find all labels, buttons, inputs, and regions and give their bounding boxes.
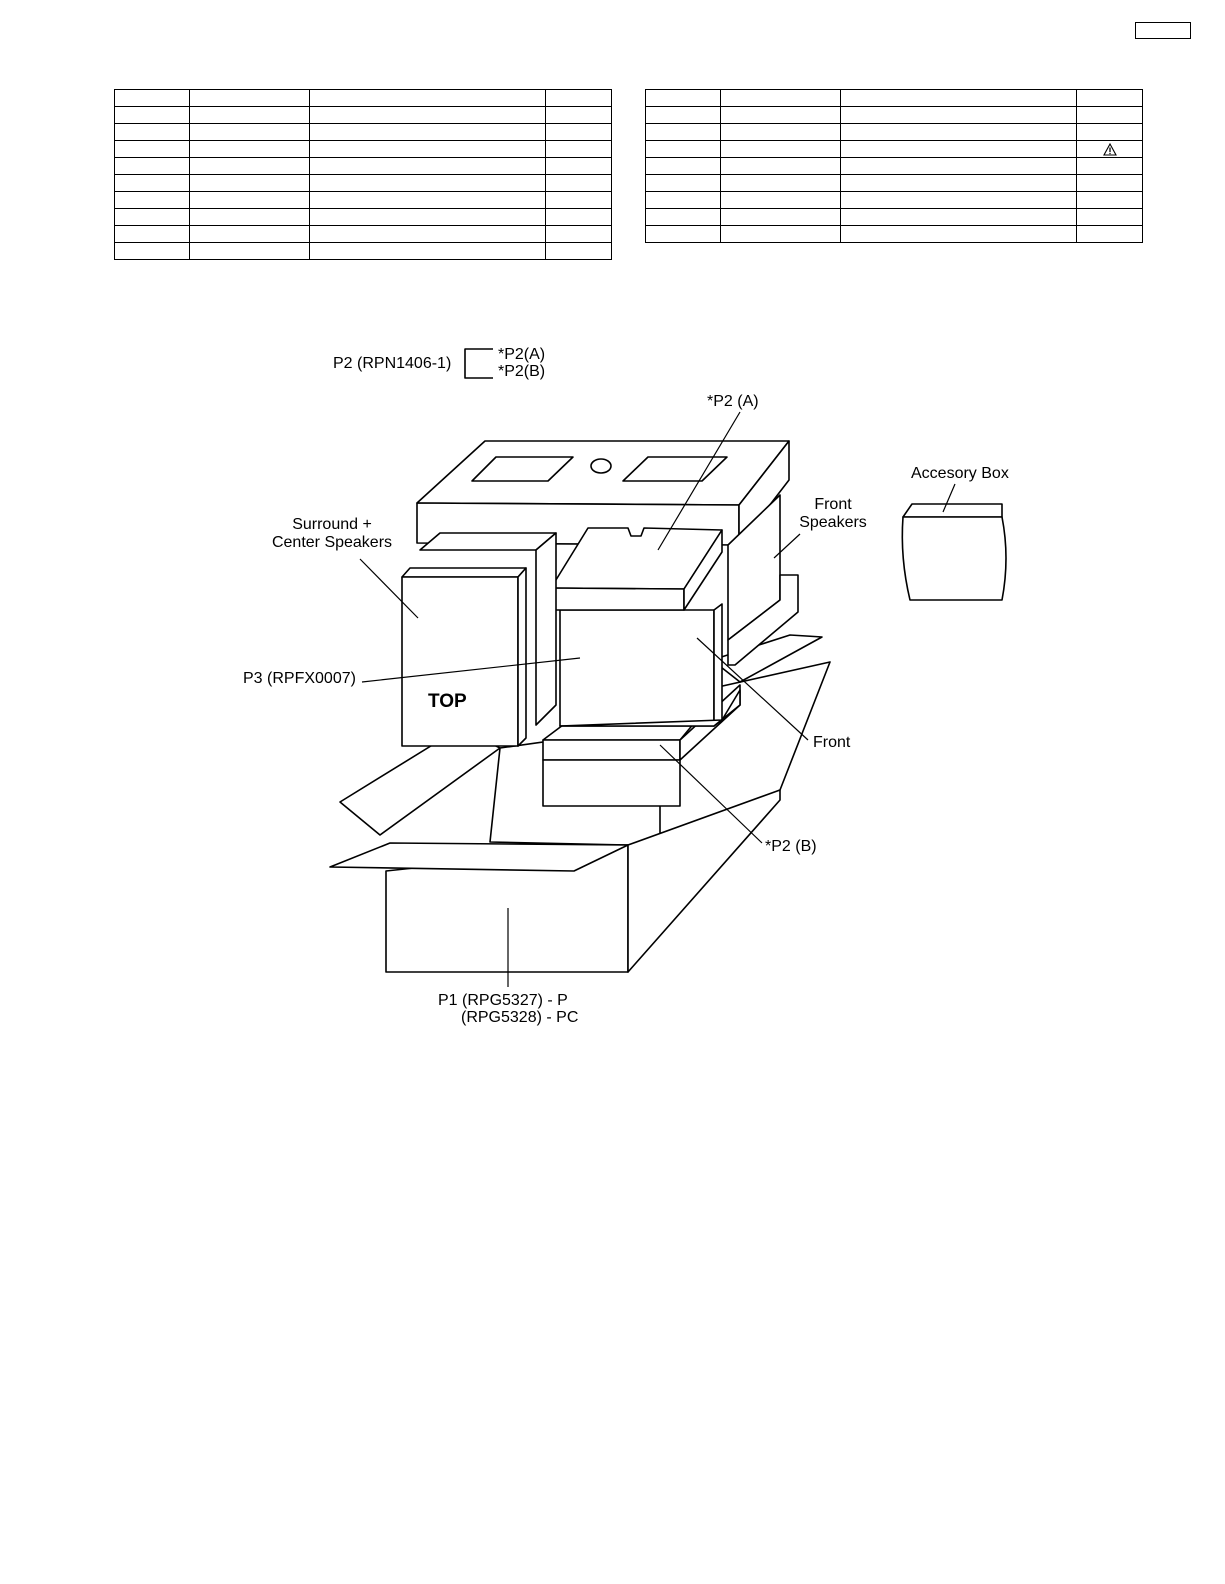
label-p3: P3 (RPFX0007) — [243, 670, 356, 687]
label-p2b: *P2 (B) — [765, 838, 817, 855]
label-surround-line1: Surround + — [292, 516, 372, 533]
label-p2a-legend: *P2(A) — [498, 346, 546, 363]
p2-bracket — [465, 349, 493, 378]
label-p1-line1: P1 (RPG5327) - P — [438, 992, 568, 1009]
label-top-stamp: TOP — [428, 691, 467, 712]
label-p1-line2: (RPG5328) - PC — [461, 1009, 579, 1026]
label-p2a: *P2 (A) — [707, 393, 759, 410]
label-p2: P2 (RPN1406-1) — [333, 355, 452, 372]
label-front: Front — [813, 734, 851, 751]
label-front-speakers-line2: Speakers — [799, 514, 867, 531]
label-p2b-legend: *P2(B) — [498, 363, 546, 380]
accessory-box — [902, 504, 1006, 600]
label-accessory-box: Accesory Box — [911, 465, 1009, 482]
label-front-speakers — [793, 496, 873, 532]
main-unit-box — [551, 528, 740, 726]
surround-speakers-box — [402, 533, 556, 746]
label-front-speakers-line1: Front — [814, 496, 852, 513]
label-surround-center — [262, 516, 402, 552]
label-surround-line2: Center Speakers — [271, 534, 393, 551]
